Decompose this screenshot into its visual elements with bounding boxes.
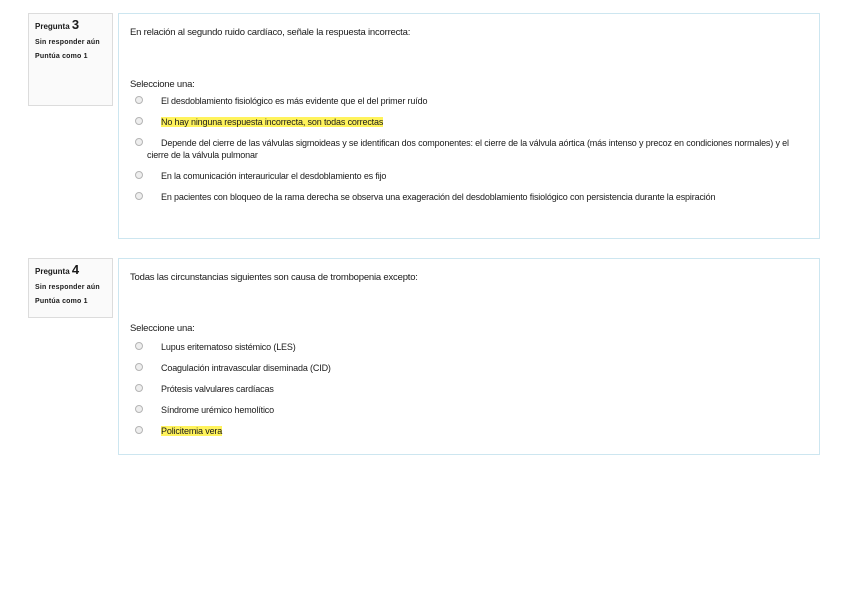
answer-label: En pacientes con bloqueo de la rama derecha se observa una exageración del desdoblamiento fisiológico con persistencia durante la espiración <box>161 192 716 202</box>
question-content <box>118 13 820 239</box>
question-status: Sin responder aún <box>35 39 100 46</box>
answer-option-c[interactable] <box>131 383 789 395</box>
answer-label: Lupus eritematoso sistémico (LES) <box>161 342 296 352</box>
question-label: Pregunta <box>35 267 70 276</box>
answer-label: Depende del cierre de las válvulas sigmoideas y se identifican dos componentes: el cierre de la válvula aórtica (más intenso y precoz en condiciones normales) y el cierre de la válvula pulmonar <box>147 138 789 160</box>
radio-button[interactable] <box>135 384 143 392</box>
radio-button[interactable] <box>135 96 143 104</box>
answer-label: En la comunicación interauricular el desdoblamiento es fijo <box>161 171 387 181</box>
question-info-panel <box>28 258 113 318</box>
question-number-value: 4 <box>71 262 80 277</box>
answer-prompt: Seleccione una: <box>130 79 195 90</box>
radio-button[interactable] <box>135 405 143 413</box>
answer-label-highlighted: Policitemia vera <box>161 426 223 436</box>
answer-label: Prótesis valvulares cardíacas <box>161 384 274 394</box>
answer-label: Síndrome urémico hemolítico <box>161 405 274 415</box>
question-info-panel <box>28 13 113 106</box>
answer-option-d[interactable] <box>131 170 789 182</box>
answer-label: Coagulación intravascular diseminada (CID) <box>161 363 331 373</box>
radio-button[interactable] <box>135 192 143 200</box>
answer-option-b[interactable] <box>131 116 789 128</box>
answer-option-b[interactable] <box>131 362 789 374</box>
answer-options <box>131 341 789 446</box>
question-status: Sin responder aún <box>35 284 100 291</box>
question-text: En relación al segundo ruido cardíaco, señale la respuesta incorrecta: <box>130 27 411 38</box>
question-points: Puntúa como 1 <box>35 298 88 305</box>
answer-option-e[interactable] <box>131 191 789 203</box>
question-number-value: 3 <box>71 17 80 32</box>
radio-button[interactable] <box>135 171 143 179</box>
answer-prompt: Seleccione una: <box>130 323 195 334</box>
radio-button[interactable] <box>135 363 143 371</box>
answer-label: El desdoblamiento fisiológico es más evidente que el del primer ruído <box>161 96 428 106</box>
radio-button[interactable] <box>135 138 143 146</box>
radio-button[interactable] <box>135 117 143 125</box>
question-number <box>35 263 112 279</box>
answer-option-d[interactable] <box>131 404 789 416</box>
answer-option-c[interactable] <box>131 137 789 161</box>
question-number <box>35 18 112 34</box>
answer-option-a[interactable] <box>131 341 789 353</box>
question-content <box>118 258 820 455</box>
answer-label-highlighted: No hay ninguna respuesta incorrecta, son todas correctas <box>161 117 384 127</box>
answer-option-e[interactable] <box>131 425 789 437</box>
question-points: Puntúa como 1 <box>35 53 88 60</box>
answer-options <box>131 95 789 212</box>
question-label: Pregunta <box>35 22 70 31</box>
radio-button[interactable] <box>135 426 143 434</box>
question-text: Todas las circunstancias siguientes son causa de trombopenia excepto: <box>130 272 418 283</box>
answer-option-a[interactable] <box>131 95 789 107</box>
radio-button[interactable] <box>135 342 143 350</box>
